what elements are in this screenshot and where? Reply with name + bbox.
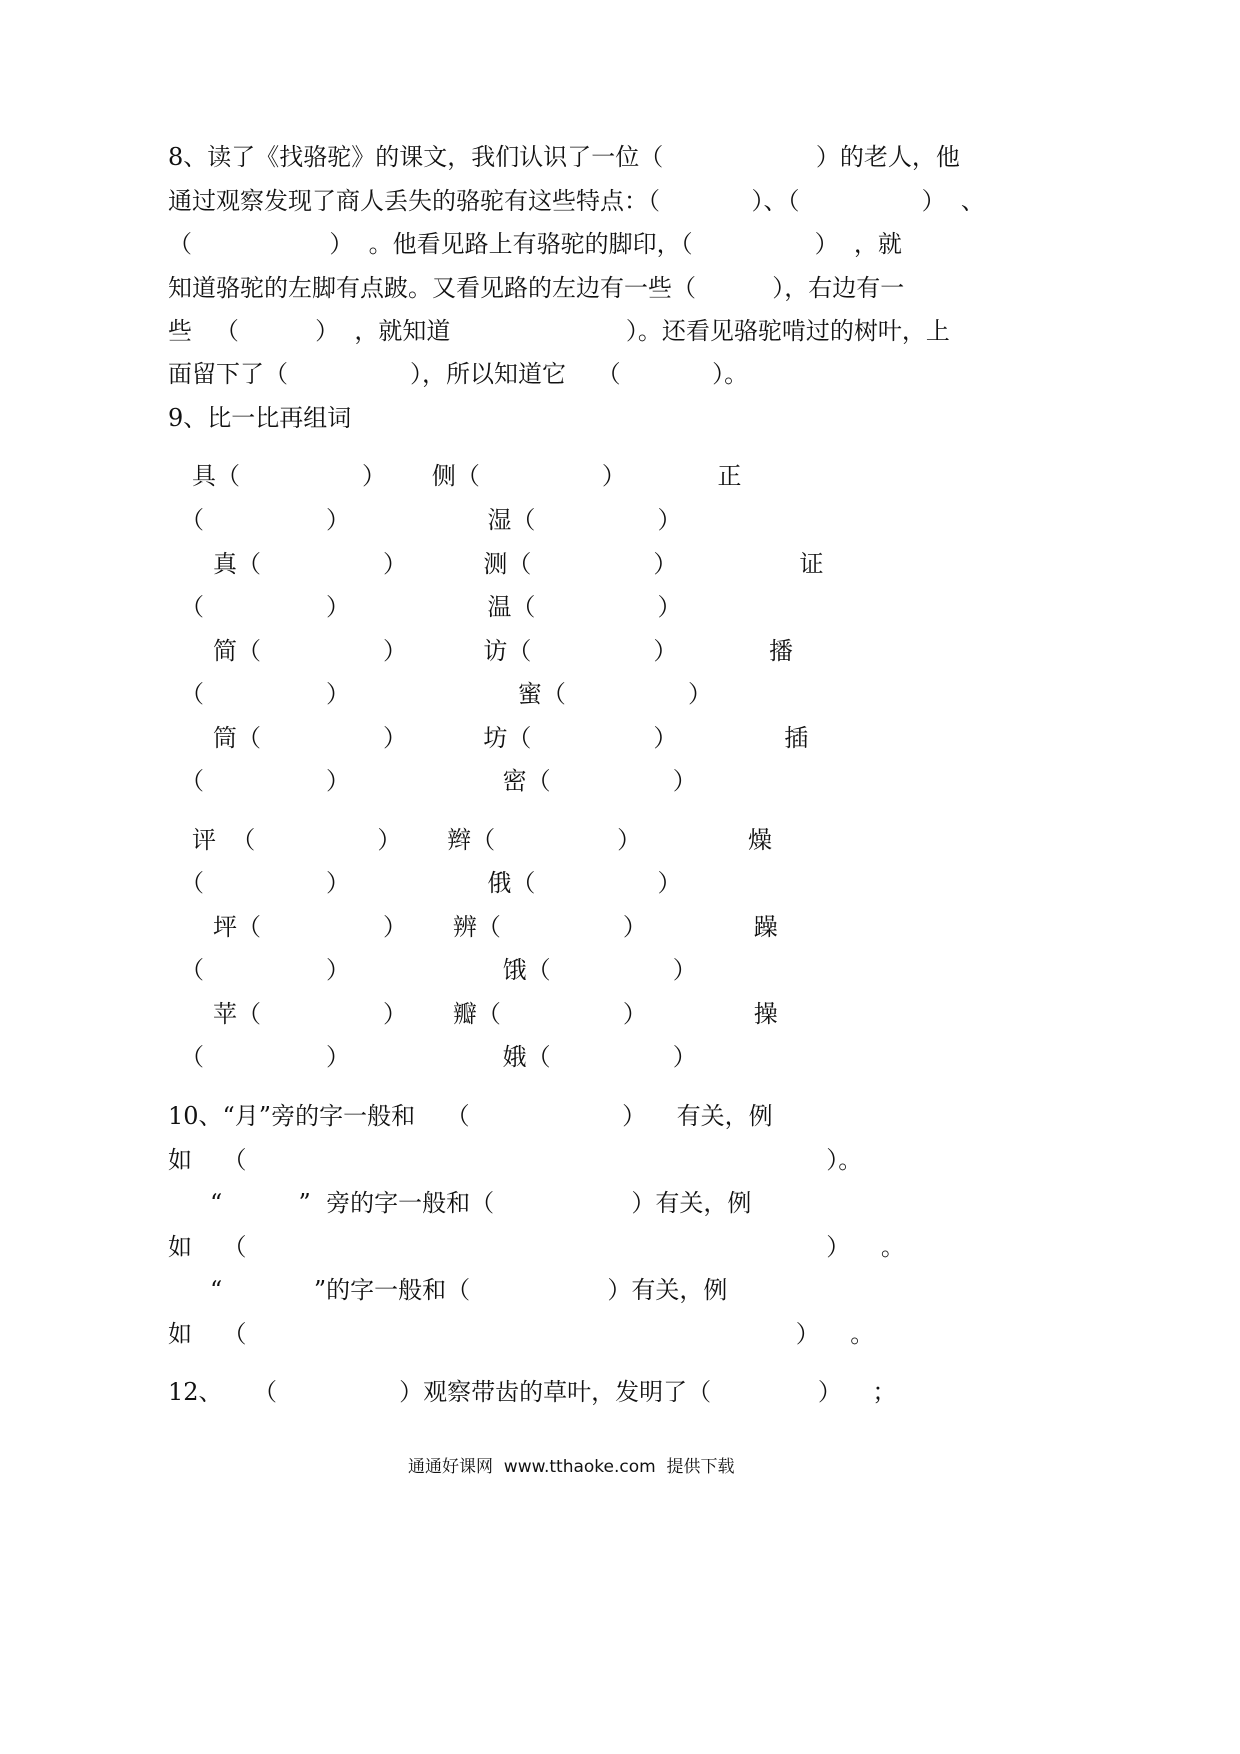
q9-row: 评 （ ） 辫（ ） 燥	[192, 826, 772, 854]
q9-row: 筒（ ） 坊（ ） 插	[213, 724, 809, 752]
q12-line-1: 12、 （ ）观察带齿的草叶，发明了（ ） ；	[168, 1378, 897, 1406]
q9-row: 真（ ） 测（ ） 证	[213, 550, 824, 578]
q9-row: （ ） 蜜（ ）	[180, 680, 712, 708]
q8-line-4: 知道骆驼的左脚有点跛。又看见路的左边有一些（ ），右边有一	[168, 274, 905, 302]
footer-credit: 通通好课网 www.tthaoke.com 提供下载	[408, 1457, 735, 1477]
q10-line-4: 如 （ ） 。	[168, 1233, 905, 1261]
q9-row: 坪（ ） 辨（ ） 躁	[213, 913, 778, 941]
q8-line-5: 些 （ ） ，就知道 ）。还看见骆驼啃过的树叶，上	[168, 317, 950, 345]
q9-row: 苹（ ） 瓣（ ） 操	[213, 1000, 778, 1028]
q8-line-2: 通过观察发现了商人丢失的骆驼有这些特点：（ ）、（ ） 、	[168, 187, 985, 215]
q10-line-2: 如 （ ）。	[168, 1146, 863, 1174]
q9-row: （ ） 湿（ ）	[180, 506, 682, 534]
q8-line-3: （ ） 。他看见路上有骆驼的脚印，（ ） ，就	[168, 230, 902, 258]
q9-row: （ ） 饿（ ）	[180, 956, 697, 984]
q10-line-1: 10、“月”旁的字一般和 （ ） 有关，例	[168, 1102, 773, 1130]
q9-row: 具（ ） 侧（ ） 正	[192, 462, 742, 490]
q10-line-3: “ ” 旁的字一般和（ ）有关，例	[210, 1189, 752, 1217]
q9-title: 9、比一比再组词	[168, 404, 352, 432]
q10-line-5: “ ”的字一般和（ ）有关，例	[210, 1276, 728, 1304]
q9-row: 简（ ） 访（ ） 播	[213, 637, 793, 665]
q9-row: （ ） 密（ ）	[180, 767, 697, 795]
q8-line-1: 8、读了《找骆驼》的课文，我们认识了一位（ ）的老人，他	[168, 143, 960, 171]
q10-line-6: 如 （ ） 。	[168, 1320, 875, 1348]
q8-line-6: 面留下了（ ），所以知道它 （ ）。	[168, 360, 749, 388]
q9-row: （ ） 俄（ ）	[180, 869, 682, 897]
q9-row: （ ） 娥（ ）	[180, 1043, 697, 1071]
q9-row: （ ） 温（ ）	[180, 593, 682, 621]
